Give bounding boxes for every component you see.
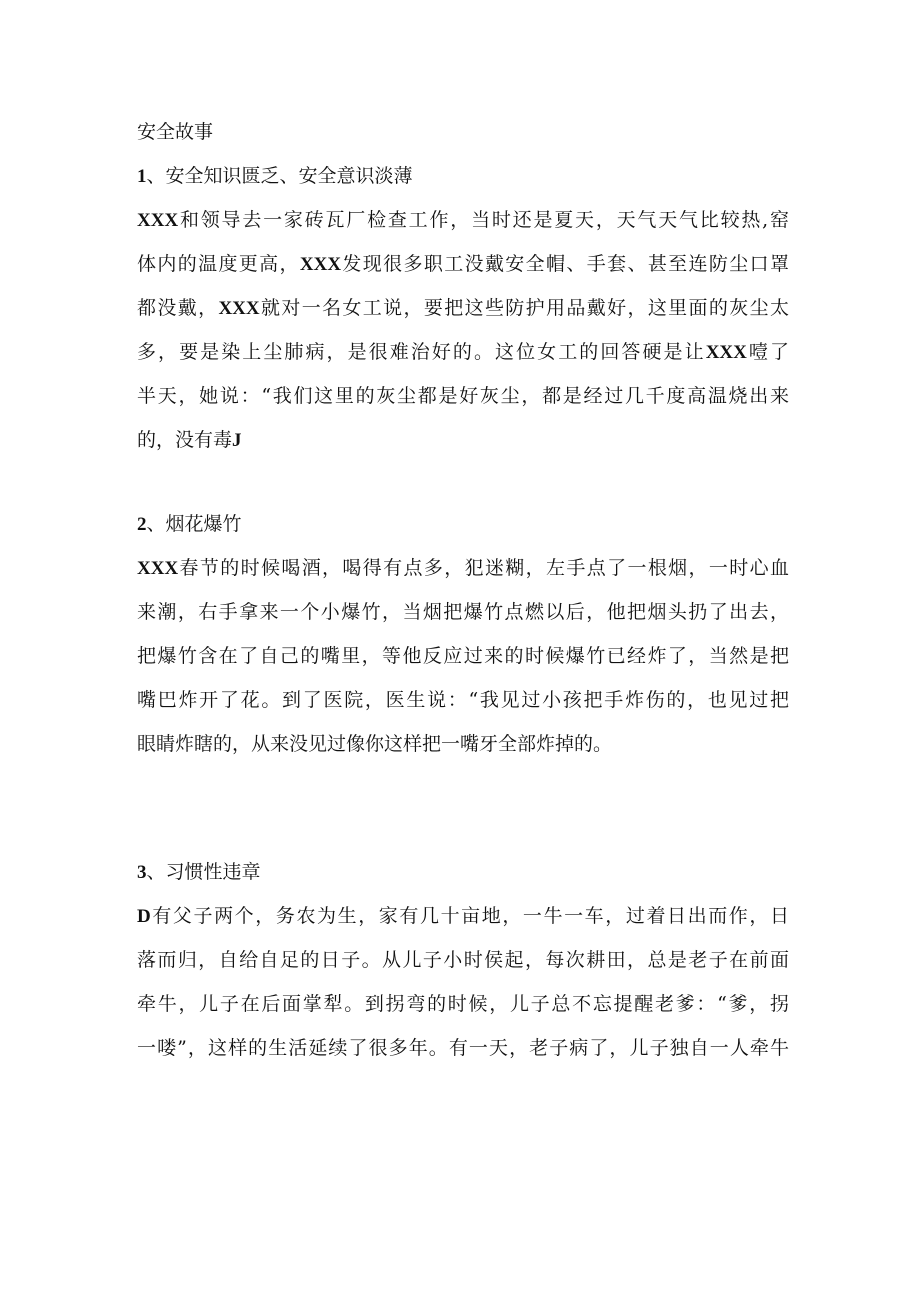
- bold-mid: XXX: [705, 342, 747, 363]
- line-text: 把爆竹含在了自己的嘴里，等他反应过来的时候爆竹已经炸了，当然是把: [137, 645, 789, 667]
- line-text: 来潮，右手拿来一个小爆竹，当烟把爆竹点燃以后，他把烟头扔了出去，: [137, 601, 789, 623]
- bold-lead: XXX: [137, 558, 179, 579]
- line-tail: 发现很多职工没戴安全帽、手套、甚至连防尘口罩: [341, 253, 789, 275]
- bold-lead: XXX: [137, 210, 179, 231]
- line-text: 落而归，自给自足的日子。从儿子小时侯起，每次耕田，总是老子在前面: [137, 949, 789, 971]
- document-page: [137, 110, 789, 1070]
- section-1-line-4: [137, 330, 789, 374]
- line-text: 眼睛炸瞎的，从来没见过像你这样把一嘴牙全部炸掉的。: [137, 733, 613, 755]
- line-text: 有父子两个，务农为生，家有几十亩地，一牛一车，过着日出而作，日: [150, 905, 789, 927]
- bold-mid: XXX: [218, 298, 260, 319]
- line-tail: 就对一名女工说，要把这些防护用品戴好，这里面的灰尘太: [259, 297, 789, 319]
- bold-lead: D: [137, 906, 151, 927]
- line-text: 的，没有毒: [137, 429, 233, 451]
- section-2-line-1: [137, 546, 789, 590]
- line-text: 多，要是染上尘肺病，是很难治好的。这位女工的回答硬是让: [137, 341, 706, 363]
- section-3-line-3: [137, 982, 789, 1026]
- section-1-number: 1: [137, 166, 147, 187]
- section-1-line-6: [137, 418, 789, 462]
- section-1-heading: [137, 154, 789, 198]
- section-2-title: 、烟花爆竹: [146, 513, 242, 535]
- section-3-line-4: [137, 1026, 789, 1070]
- section-3-heading: [137, 850, 789, 894]
- section-3-number: 3: [137, 862, 147, 883]
- line-text: 半天，她说：“我们这里的灰尘都是好灰尘，都是经过几千度高温烧出来: [137, 385, 789, 407]
- document-title: 安全故事: [137, 121, 214, 143]
- section-3-title: 、习惯性违章: [146, 861, 261, 883]
- spacer: [137, 766, 789, 850]
- line-text: 都没戴，: [137, 297, 219, 319]
- section-1-line-3: [137, 286, 789, 330]
- line-text: 和领导去一家砖瓦厂检查工作，当时还是夏天，天气天气比较热,窑: [178, 209, 789, 231]
- section-2-line-5: [137, 722, 789, 766]
- section-2-line-3: [137, 634, 789, 678]
- line-tail: 噎了: [746, 341, 789, 363]
- bold-mid: J: [232, 430, 242, 451]
- bold-mid: XXX: [299, 254, 342, 275]
- section-1-line-2: [137, 242, 789, 286]
- section-1-line-1: [137, 198, 789, 242]
- section-1-title: 、安全知识匮乏、安全意识淡薄: [146, 165, 413, 187]
- section-1-line-5: [137, 374, 789, 418]
- section-2-heading: [137, 502, 789, 546]
- line-text: 嘴巴炸开了花。到了医院，医生说：“我见过小孩把手炸伤的，也见过把: [137, 689, 789, 711]
- section-2-line-2: [137, 590, 789, 634]
- line-text: 牵牛，儿子在后面掌犁。到拐弯的时候，儿子总不忘提醒老爹：“爹，拐: [137, 993, 789, 1015]
- section-3-line-2: [137, 938, 789, 982]
- line-text: 春节的时候喝酒，喝得有点多，犯迷糊，左手点了一根烟，一时心血: [178, 557, 789, 579]
- section-2-number: 2: [137, 514, 147, 535]
- spacer: [137, 462, 789, 502]
- section-2-line-4: [137, 678, 789, 722]
- line-text: 体内的温度更高，: [137, 253, 300, 275]
- section-3-line-1: [137, 894, 789, 938]
- line-text: 一喽”，这样的生活延续了很多年。有一天，老子病了，儿子独自一人牵牛: [137, 1037, 789, 1059]
